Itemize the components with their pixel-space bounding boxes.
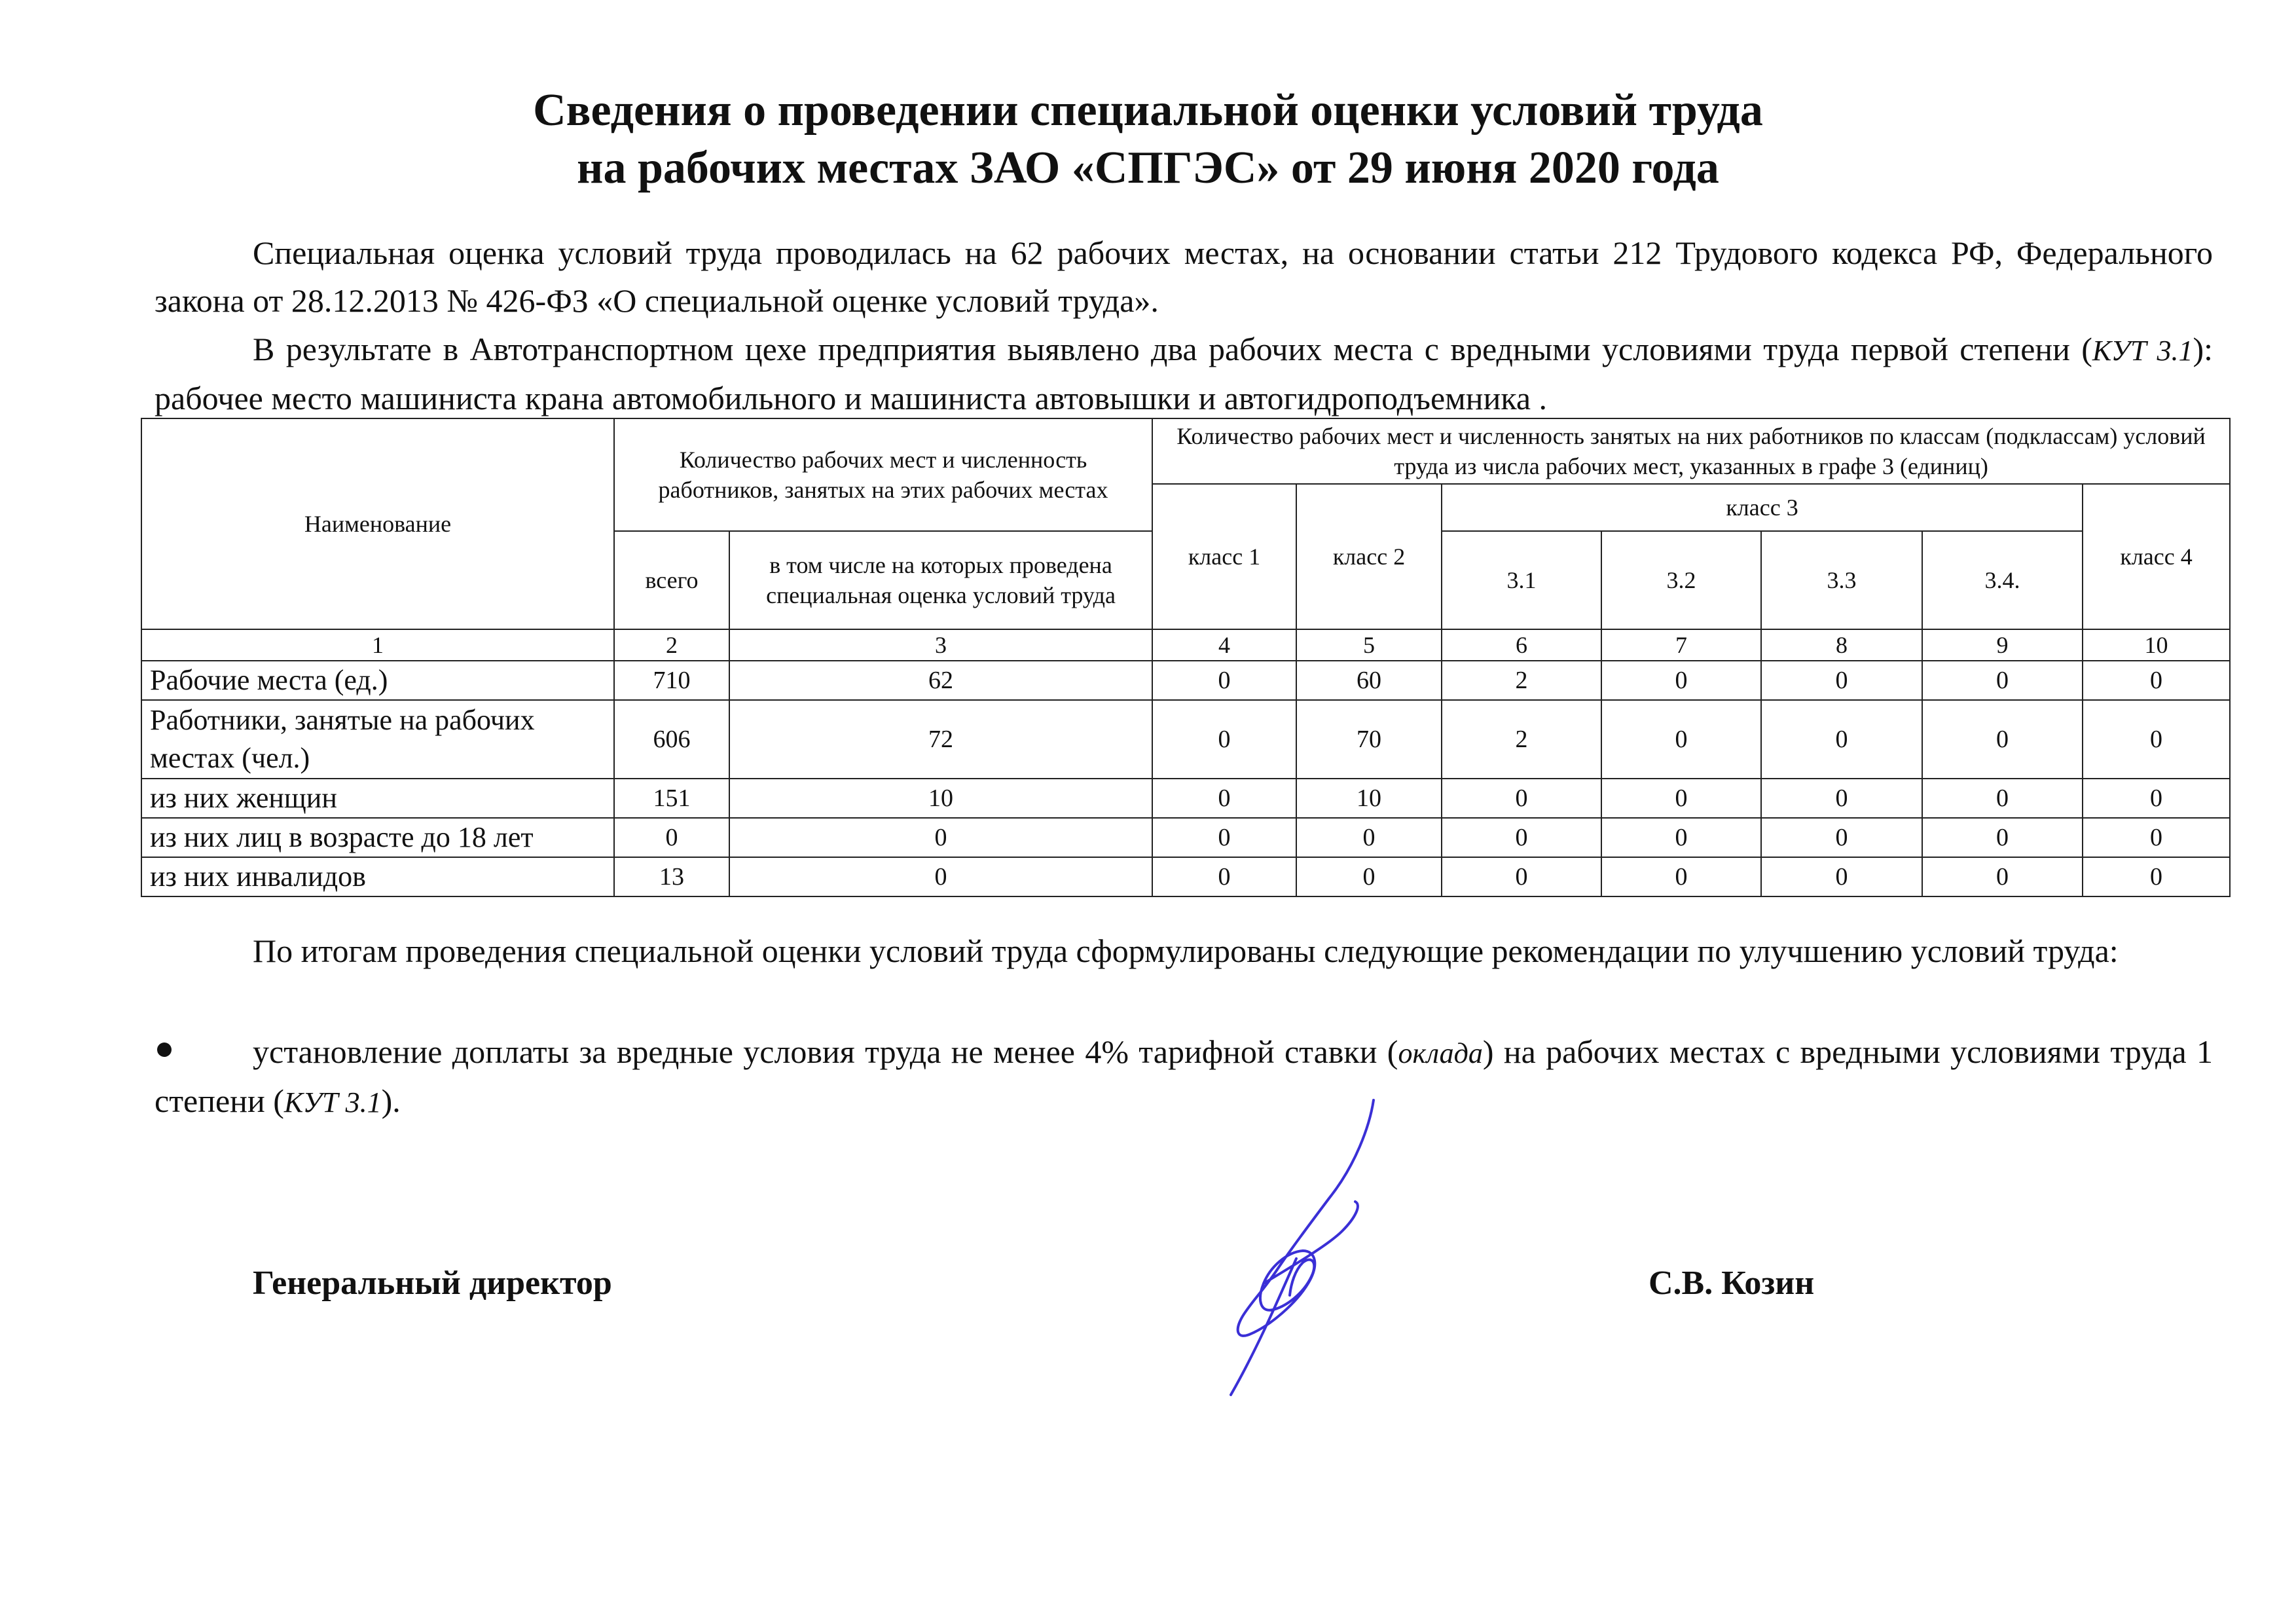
table-cell: 0 [729, 857, 1152, 896]
table-cell: 0 [1152, 661, 1296, 700]
table-cell: 0 [1761, 661, 1922, 700]
table-cell: 0 [1296, 857, 1442, 896]
table-row [141, 857, 2230, 896]
rec-code: КУТ 3.1 [283, 1086, 382, 1118]
header-class-3-4: 3.4. [1922, 531, 2083, 629]
column-number: 4 [1152, 629, 1296, 661]
header-name: Наименование [141, 418, 614, 629]
rec-word: оклада [1398, 1037, 1483, 1069]
header-class-1: класс 1 [1152, 484, 1296, 629]
column-number: 8 [1761, 629, 1922, 661]
table-cell: 0 [1152, 857, 1296, 896]
intro-p2-code: КУТ 3.1 [2092, 335, 2193, 367]
table-cell: 0 [1601, 700, 1761, 779]
table-cell: 0 [2083, 818, 2230, 857]
header-class-2: класс 2 [1296, 484, 1442, 629]
handwritten-signature [1198, 1087, 1394, 1401]
table-cell: 62 [729, 661, 1152, 700]
header-class-3-3: 3.3 [1761, 531, 1922, 629]
table-cell: 606 [614, 700, 729, 779]
table-cell: 0 [1601, 661, 1761, 700]
header-assessed: в том числе на которых проведена специальная оценка условий труда [729, 531, 1152, 629]
row-label: из них инвалидов [141, 857, 614, 896]
table-cell: 2 [1442, 661, 1601, 700]
row-label: из них женщин [141, 779, 614, 818]
table-cell: 0 [1761, 779, 1922, 818]
table-cell: 710 [614, 661, 729, 700]
header-class-3-2: 3.2 [1601, 531, 1761, 629]
column-number-row [141, 629, 2230, 661]
table-cell: 10 [729, 779, 1152, 818]
document-title [0, 82, 2296, 197]
table-cell: 0 [1296, 818, 1442, 857]
table-cell: 0 [1761, 857, 1922, 896]
table-cell: 0 [1601, 779, 1761, 818]
column-number: 9 [1922, 629, 2083, 661]
bullet-icon [157, 1043, 172, 1057]
column-number: 7 [1601, 629, 1761, 661]
column-number: 3 [729, 629, 1152, 661]
table-cell: 0 [1442, 818, 1601, 857]
row-label: Рабочие места (ед.) [141, 661, 614, 700]
title-line-1: Сведения о проведении специальной оценки условий труда [533, 85, 1763, 136]
row-label: из них лиц в возрасте до 18 лет [141, 818, 614, 857]
table-cell: 0 [1761, 818, 1922, 857]
table-cell: 0 [1152, 818, 1296, 857]
header-count-group: Количество рабочих мест и численность работников, занятых на этих рабочих местах [614, 418, 1152, 531]
table-cell: 0 [2083, 661, 2230, 700]
table-cell: 0 [1442, 857, 1601, 896]
table-cell: 0 [614, 818, 729, 857]
signatory-name: С.В. Козин [1649, 1264, 1815, 1302]
recommendation-item [155, 1028, 2213, 1126]
header-total: всего [614, 531, 729, 629]
table-row [141, 700, 2230, 779]
rec-middle: ) на рабочих местах с вредными условиями труда 1 степени ( [155, 1033, 2214, 1119]
table-cell: 13 [614, 857, 729, 896]
intro-p2-after: ): рабочее место машиниста крана автомобильного и машиниста автовышки и автогидроподъемника . [155, 331, 2213, 416]
table-cell: 0 [1761, 700, 1922, 779]
table-cell: 0 [1922, 857, 2083, 896]
table-cell: 0 [1442, 779, 1601, 818]
rec-before: установление доплаты за вредные условия труда не менее 4% тарифной ставки ( [253, 1033, 1398, 1070]
table-cell: 151 [614, 779, 729, 818]
table-cell: 0 [2083, 779, 2230, 818]
table-row [141, 818, 2230, 857]
intro-p2-before: В результате в Автотранспортном цехе предприятия выявлено два рабочих места с вредными условиями труда первой степени ( [253, 331, 2092, 367]
table-cell: 0 [1601, 818, 1761, 857]
column-number: 10 [2083, 629, 2230, 661]
table-cell: 10 [1296, 779, 1442, 818]
table-cell: 0 [1152, 779, 1296, 818]
column-number: 2 [614, 629, 729, 661]
table-cell: 0 [1922, 818, 2083, 857]
recommendation-text [155, 1028, 2213, 1126]
header-class-group: Количество рабочих мест и численность занятых на них работников по классам (подклассам) условий труда из числа рабочих мест, указанных в графе 3 (единиц) [1152, 418, 2230, 484]
rec-after: ). [381, 1082, 401, 1119]
header-class-4: класс 4 [2083, 484, 2230, 629]
table-row [141, 661, 2230, 700]
column-number: 1 [141, 629, 614, 661]
header-class-3: класс 3 [1442, 484, 2083, 531]
table-cell: 0 [1922, 779, 2083, 818]
header-class-3-1: 3.1 [1442, 531, 1601, 629]
row-label: Работники, занятые на рабочих местах (чел.) [141, 700, 614, 779]
title-line-2: на рабочих местах ЗАО «СПГЭС» от 29 июня 2020 года [577, 143, 1719, 193]
column-number: 6 [1442, 629, 1601, 661]
table-cell: 72 [729, 700, 1152, 779]
table-cell: 2 [1442, 700, 1601, 779]
intro-paragraph-1: Специальная оценка условий труда проводилась на 62 рабочих местах, на основании статьи 212 Трудового кодекса РФ, Федерального закона от 28.12.2013 № 426-ФЗ «О специальной оценке условий труда». [155, 234, 2213, 319]
table-cell: 0 [1922, 700, 2083, 779]
table-cell: 60 [1296, 661, 1442, 700]
table-cell: 70 [1296, 700, 1442, 779]
signatory-role: Генеральный директор [253, 1264, 612, 1302]
table-row [141, 779, 2230, 818]
table-cell: 0 [1601, 857, 1761, 896]
table-cell: 0 [1152, 700, 1296, 779]
table-cell: 0 [1922, 661, 2083, 700]
recommendations-intro: По итогам проведения специальной оценки условий труда сформулированы следующие рекомендации по улучшению условий труда: [253, 932, 2119, 969]
assessment-table [141, 418, 2231, 897]
table-cell: 0 [2083, 857, 2230, 896]
table-cell: 0 [729, 818, 1152, 857]
intro-paragraph-2 [155, 325, 2213, 422]
column-number: 5 [1296, 629, 1442, 661]
table-cell: 0 [2083, 700, 2230, 779]
